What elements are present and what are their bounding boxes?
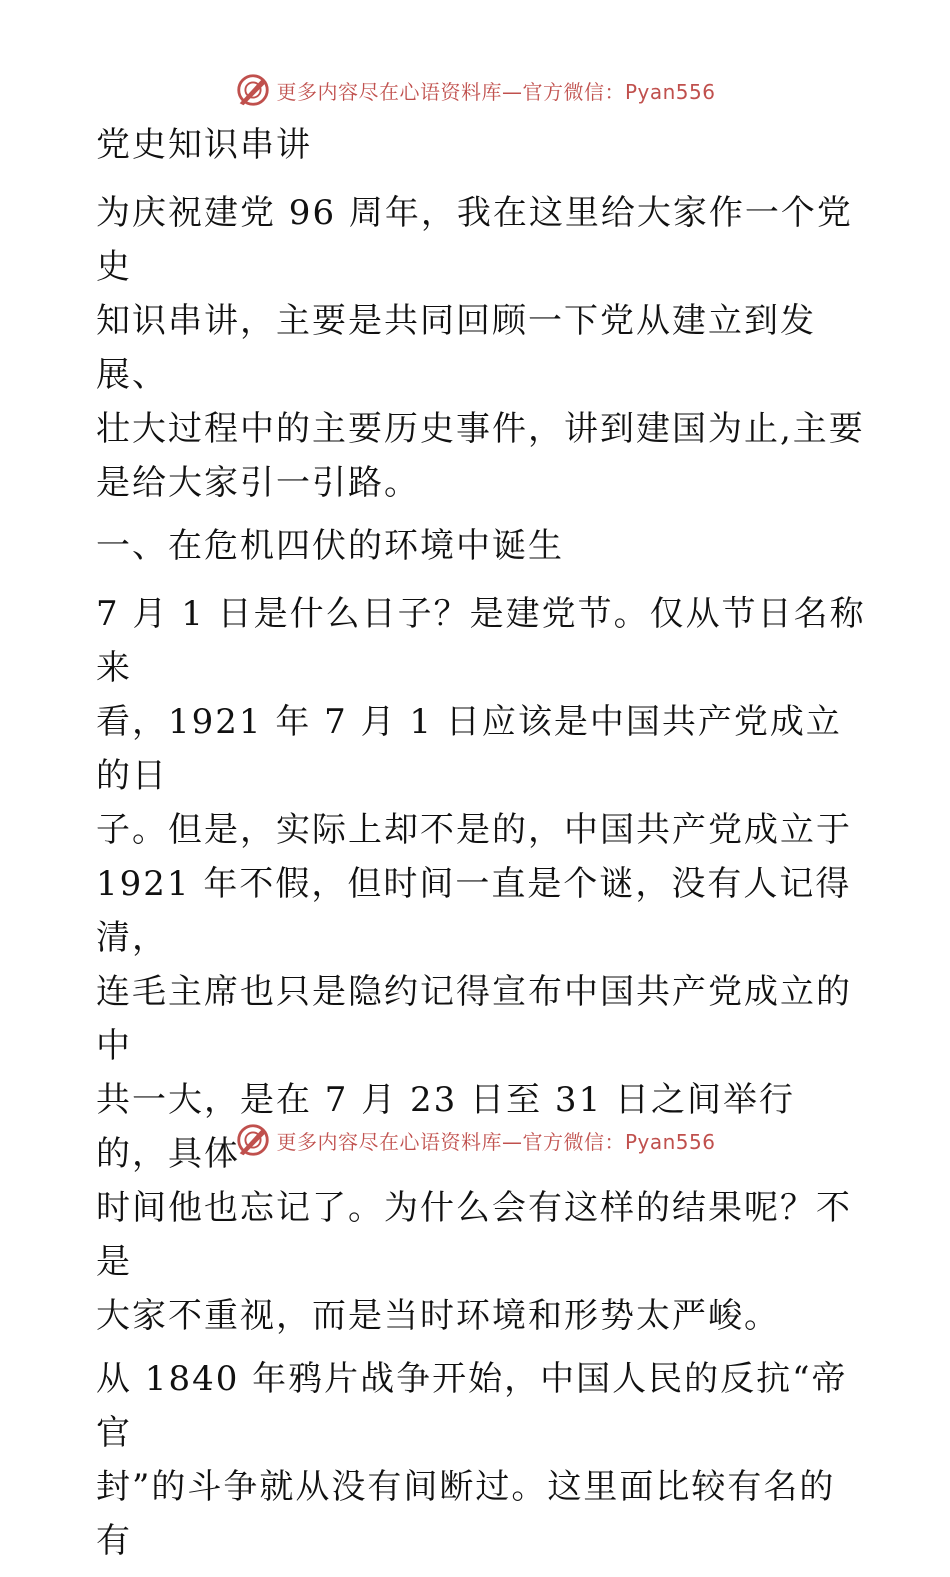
section-heading: 一、在危机四伏的环境中诞生 [96, 526, 564, 566]
document-title: 党史知识串讲 [96, 125, 312, 165]
paragraph-founding-date: 7 月 1 日是什么日子？是建党节。仅从节日名称来 看，1921 年 7 月 1 日应该是中国共产党成立的日 子。但是，实际上却不是的，中国共产党成立于 1921 年不假，但时间一直是个谜，没有人记得清， 连毛主席也只是隐约记得宣布中国共产党成立的中 共一大，是在 7 月 23 日至 31 日之间举行的，具体 时间他也忘记了。为什么会有这样的结果呢？不是 大家不重视，而是当时环境和形势太严峻。 [96, 594, 866, 1336]
pen-circle-icon [234, 1121, 272, 1159]
paragraph-opium-war: 从 1840 年鸦片战争开始，中国人民的反抗“帝官 封”的斗争就从没有间断过。这里面比较有名的有 [96, 1359, 848, 1561]
pen-circle-icon [234, 71, 272, 109]
header-watermark [0, 68, 950, 112]
watermark-text: 更多内容尽在心语资料库—官方微信：Pyan556 [276, 79, 716, 104]
paragraph-intro: 为庆祝建党 96 周年，我在这里给大家作一个党史 知识串讲，主要是共同回顾一下党从建立到发展、 壮大过程中的主要历史事件，讲到建国为止,主要 是给大家引一引路。 [96, 193, 865, 503]
watermark-text: 更多内容尽在心语资料库—官方微信：Pyan556 [276, 1129, 716, 1154]
footer-watermark [0, 1118, 950, 1162]
document-body [96, 118, 866, 1577]
